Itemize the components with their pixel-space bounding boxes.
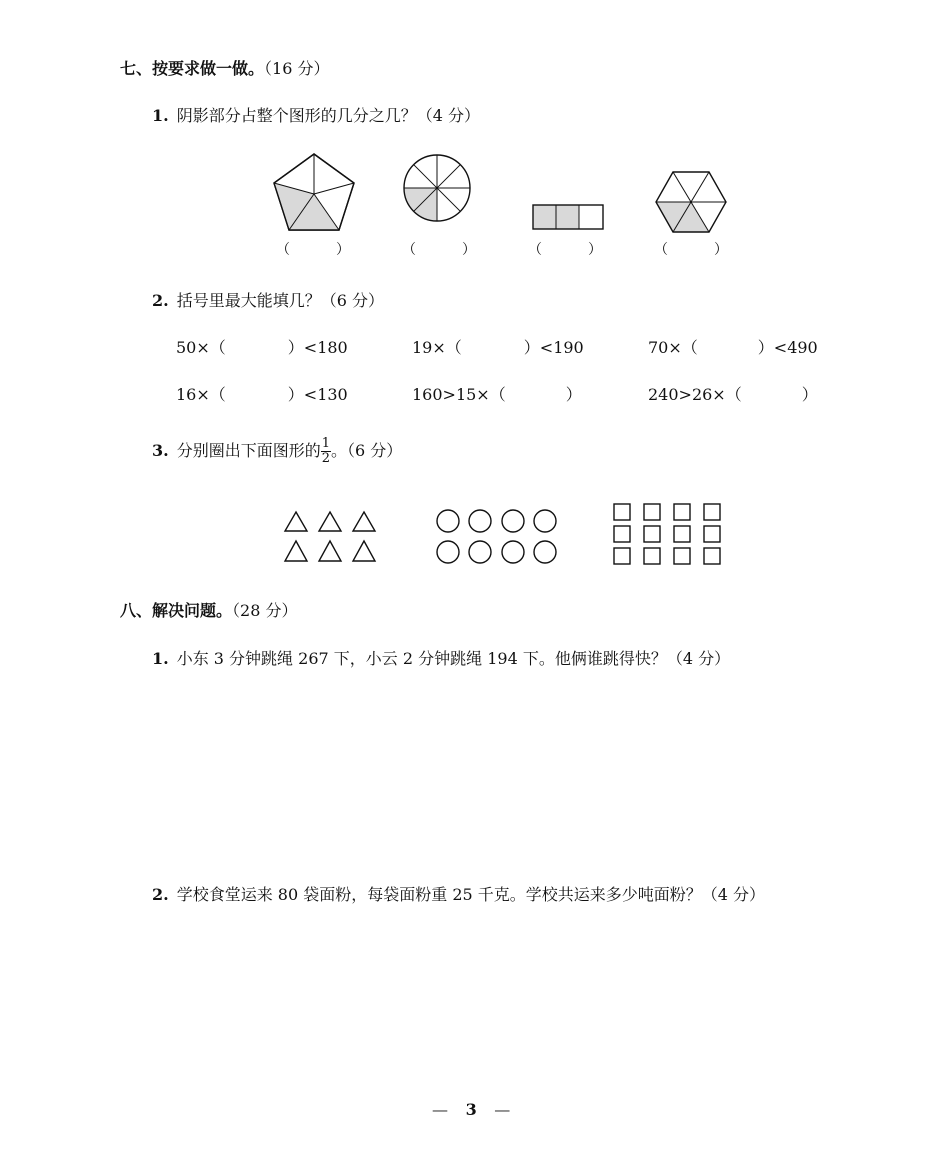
section-8-points: （28 分） (232, 601, 298, 620)
question-number: 2. (152, 885, 169, 904)
hexagon-icon (655, 171, 727, 233)
inequality-item[interactable]: 160>15×（ ） (412, 385, 582, 404)
question-7-1 (152, 103, 480, 126)
question-text: 括号里最大能填几？ (176, 291, 321, 310)
question-text: 小东 3 分钟跳绳 267 下，小云 2 分钟跳绳 194 下。他俩谁跳得快？ (176, 649, 667, 668)
answer-blank[interactable]: （ ） (528, 242, 602, 258)
question-7-3: 3. 分别圈出下面图形的 $\frac{1}{2}$ 。（6 分） (152, 436, 403, 466)
rectangle-icon (532, 204, 604, 230)
square-icon (612, 502, 722, 566)
answer-area[interactable] (152, 916, 812, 1086)
inequality-item[interactable]: 19×（ ）<190 (412, 338, 584, 357)
section-8-heading (120, 598, 297, 621)
circle-icon (402, 153, 472, 223)
section-7-heading (120, 56, 329, 79)
question-text: 分别圈出下面图形的 (176, 441, 321, 460)
question-8-2 (152, 882, 765, 905)
circle-icon (436, 508, 560, 566)
section-8-title: 八、解决问题。 (120, 601, 233, 620)
inequality-item[interactable]: 16×（ ）<130 (176, 385, 348, 404)
question-7-2 (152, 288, 384, 311)
question-number: 1. (152, 106, 169, 125)
answer-blank[interactable]: （ ） (654, 242, 728, 258)
question-points: （6 分） (320, 291, 384, 310)
question-points: （4 分） (701, 885, 766, 904)
fraction-one-half: $\frac{1}{2}$ (321, 436, 330, 466)
answer-area[interactable] (152, 680, 812, 860)
answer-blank[interactable]: （ ） (402, 242, 476, 258)
answer-blank[interactable]: （ ） (276, 242, 350, 258)
question-text: 阴影部分占整个图形的几分之几？ (176, 106, 417, 125)
section-7-title: 七、按要求做一做。 (120, 59, 265, 78)
inequality-item[interactable]: 240>26×（ ） (648, 385, 818, 404)
question-8-1 (152, 646, 730, 669)
question-number: 2. (152, 291, 169, 310)
question-number: 1. (152, 649, 169, 668)
inequality-item[interactable]: 50×（ ）<180 (176, 338, 348, 357)
question-points: （6 分） (347, 441, 403, 460)
page-number: — 3 — (432, 1100, 511, 1119)
section-7-points: （16 分） (264, 59, 330, 78)
triangle-icon (284, 510, 378, 564)
question-points: （4 分） (416, 106, 480, 125)
question-points: （4 分） (666, 649, 731, 668)
question-text: 学校食堂运来 80 袋面粉，每袋面粉重 25 千克。学校共运来多少吨面粉？ (176, 885, 702, 904)
inequality-item[interactable]: 70×（ ）<490 (648, 338, 818, 357)
pentagon-icon (272, 152, 356, 232)
question-number: 3. (152, 441, 169, 460)
